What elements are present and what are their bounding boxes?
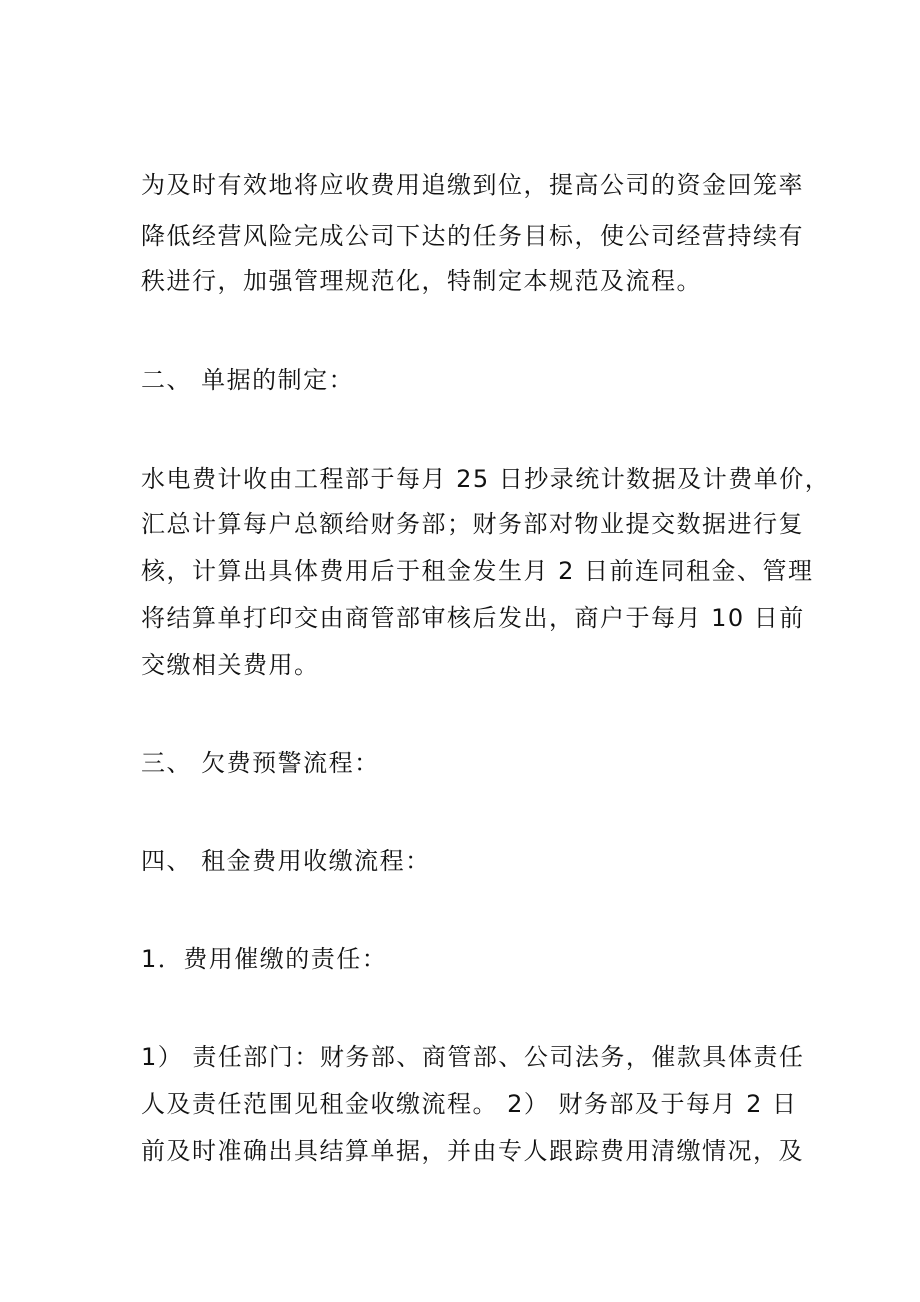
billing-paragraph-line-4: 将结算单打印交由商管部审核后发出，商户于每月 10 日前 (141, 604, 805, 632)
section-heading-4: 四、 租金费用收缴流程： (141, 847, 431, 875)
billing-paragraph-line-2: 汇总计算每户总额给财务部；财务部对物业提交数据进行复 (141, 510, 804, 538)
section-heading-2: 二、 单据的制定： (141, 366, 355, 394)
intro-paragraph-line-1: 为及时有效地将应收费用追缴到位，提高公司的资金回笼率 (141, 171, 804, 199)
section-heading-3: 三、 欠费预警流程： (141, 749, 380, 777)
billing-paragraph-line-5: 交缴相关费用。 (141, 651, 320, 679)
responsibility-paragraph-line-1: 1） 责任部门：财务部、商管部、公司法务，催款具体责任 (141, 1043, 805, 1071)
subsection-heading-1: 1．费用催缴的责任： (141, 945, 388, 973)
billing-paragraph-line-1: 水电费计收由工程部于每月 25 日抄录统计数据及计费单价， (141, 465, 831, 493)
responsibility-paragraph-line-3: 前及时准确出具结算单据，并由专人跟踪费用清缴情况，及 (141, 1137, 804, 1165)
intro-paragraph-line-3: 秩进行，加强管理规范化，特制定本规范及流程。 (141, 267, 702, 295)
responsibility-paragraph-line-2: 人及责任范围见租金收缴流程。 2） 财务部及于每月 2 日 (141, 1090, 798, 1118)
intro-paragraph-line-2: 降低经营风险完成公司下达的任务目标，使公司经营持续有 (141, 222, 804, 250)
billing-paragraph-line-3: 核，计算出具体费用后于租金发生月 2 日前连同租金、管理 (141, 557, 814, 585)
